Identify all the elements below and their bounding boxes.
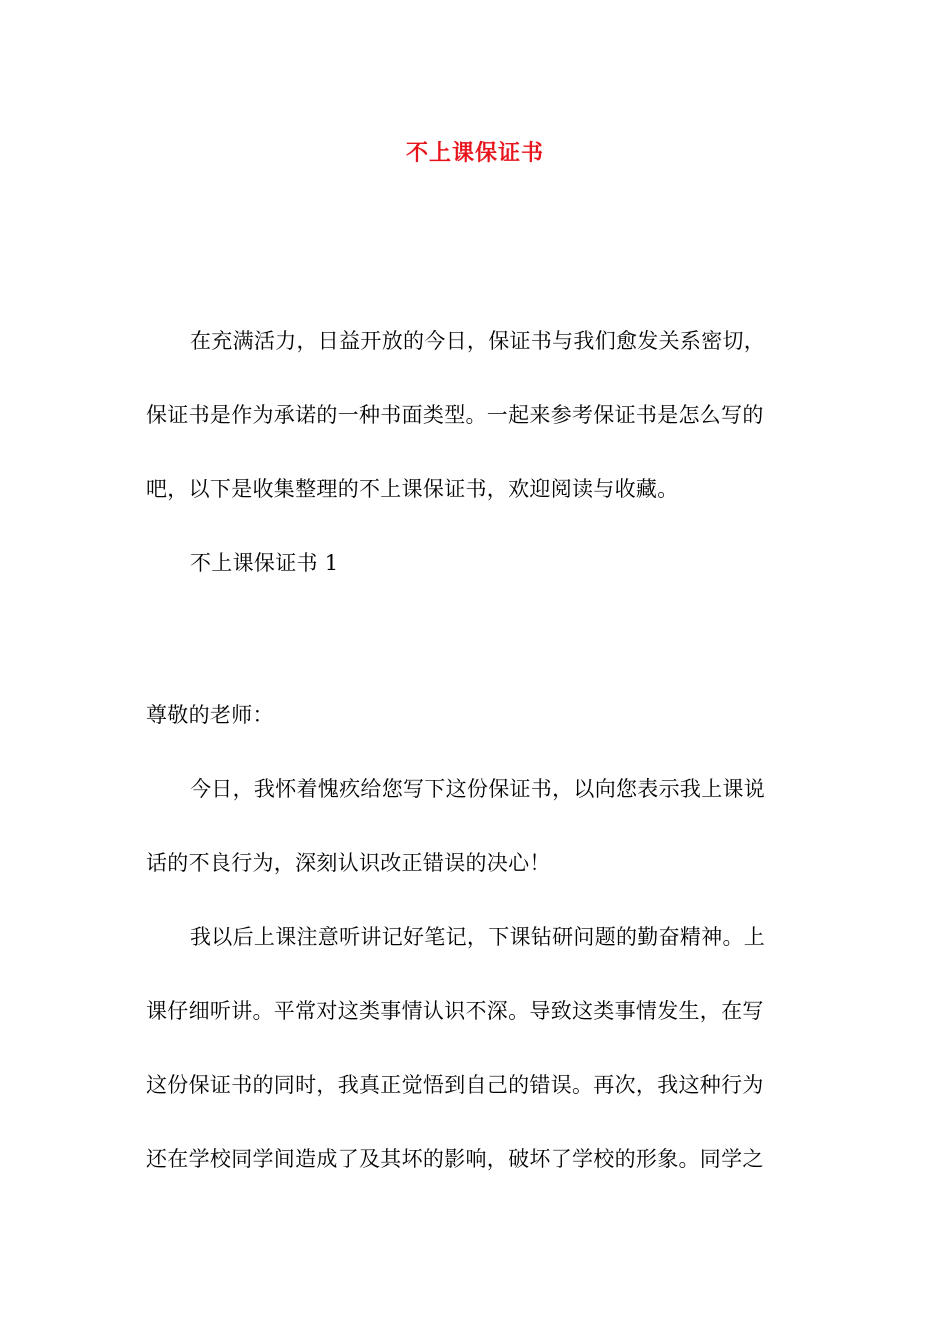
paragraph-line-3: 我以后上课注意听讲记好笔记，下课钻研问题的勤奋精神。上 [190,925,766,949]
paragraph-line-1: 今日，我怀着愧疚给您写下这份保证书，以向您表示我上课说 [190,777,766,801]
document-title: 不上课保证书 [405,140,544,166]
paragraph-line-2: 话的不良行为，深刻认识改正错误的决心！ [146,851,551,875]
section-heading: 不上课保证书 1 [190,551,339,575]
paragraph-line-4: 课仔细听讲。平常对这类事情认识不深。导致这类事情发生，在写 [146,999,764,1023]
salutation: 尊敬的老师： [146,703,274,727]
paragraph-line-intro-1: 在充满活力，日益开放的今日，保证书与我们愈发关系密切， [190,329,766,353]
paragraph-line-intro-2: 保证书是作为承诺的一种书面类型。一起来参考保证书是怎么写的 [146,403,764,427]
paragraph-line-6: 还在学校同学间造成了及其坏的影响，破坏了学校的形象。同学之 [146,1147,764,1171]
paragraph-line-intro-3: 吧，以下是收集整理的不上课保证书，欢迎阅读与收藏。 [146,477,679,501]
paragraph-line-5: 这份保证书的同时，我真正觉悟到自己的错误。再次，我这种行为 [146,1073,764,1097]
